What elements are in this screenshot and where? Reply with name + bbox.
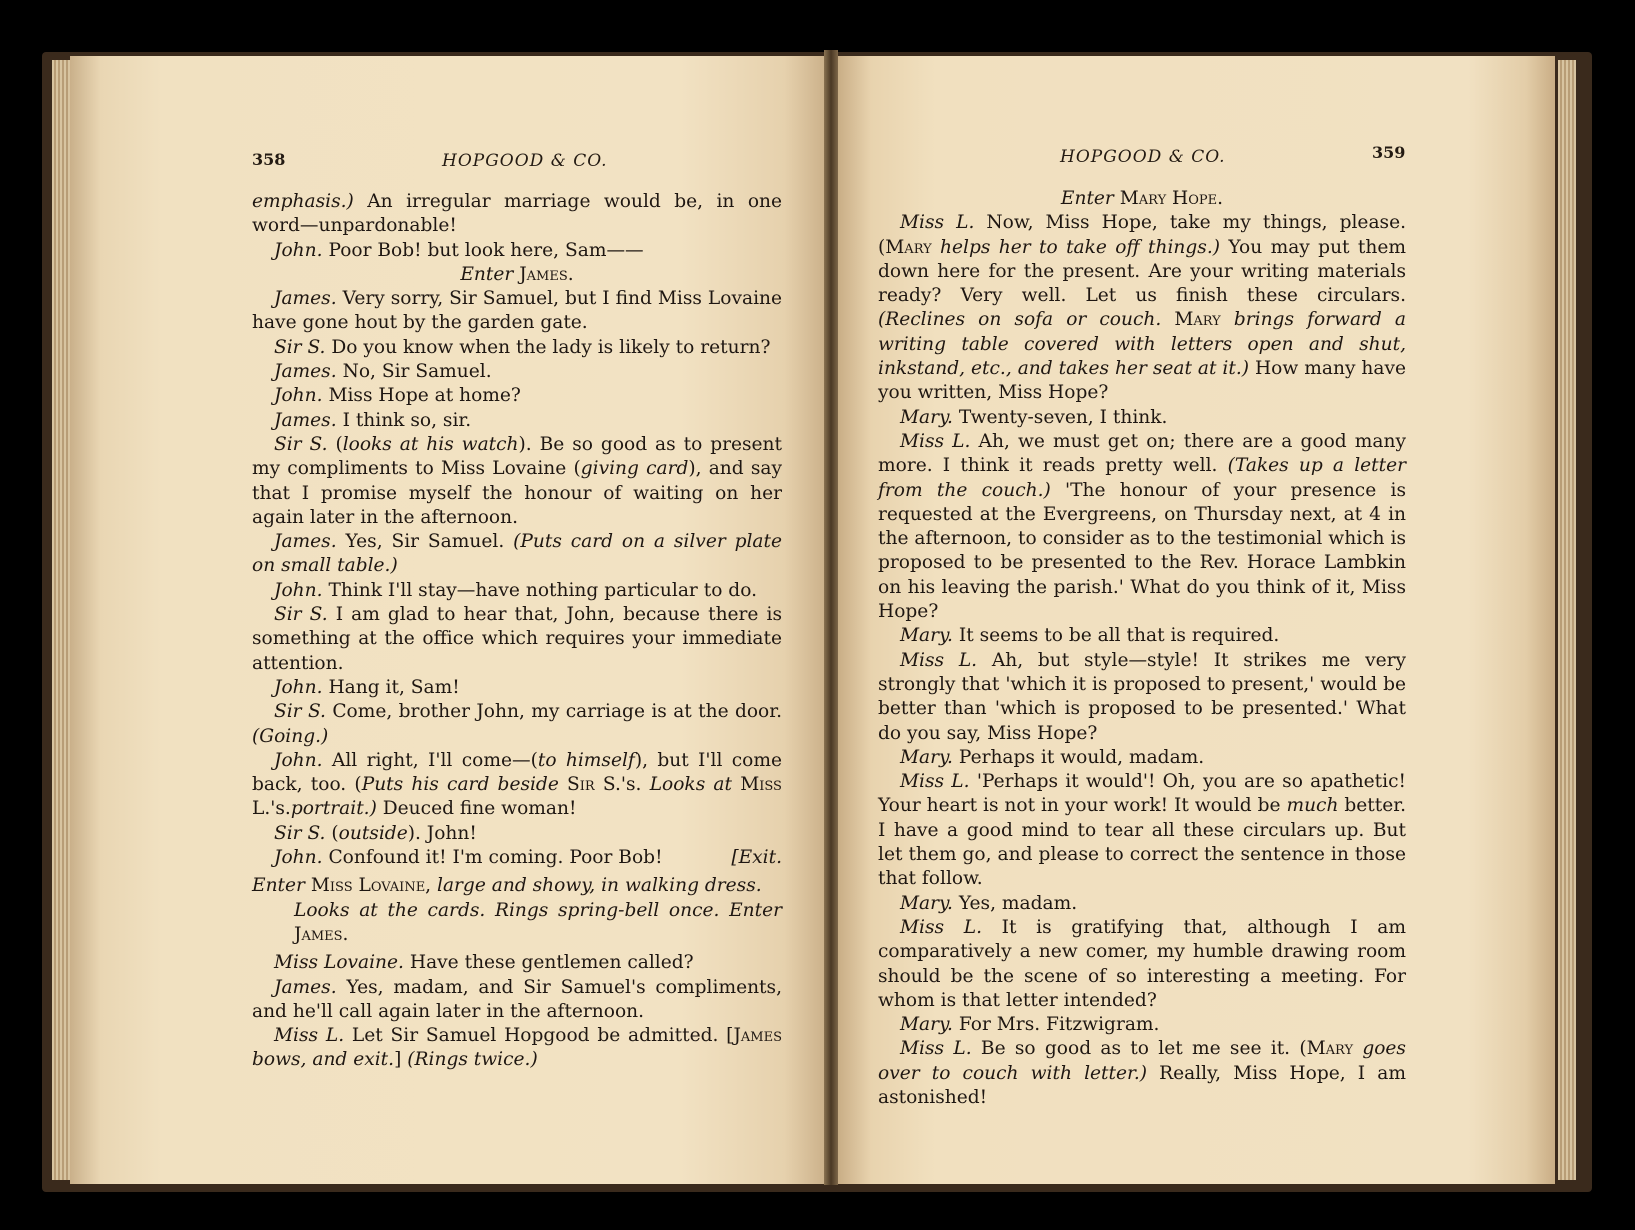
book-gutter [824, 50, 838, 1185]
left-page-text: emphasis.) An irregular marriage would be, in one word—unpardonable! John. Poor Bob! but look here, Sam—— Enter James. James. Very sorry, Sir Samuel, but I find Miss Lovaine have gone hout by the garden gate. Sir S. Do you know when the lady is likely to return? James. No, Sir Samuel. John. Miss Hope at home? James. I think so, sir. Sir S. (looks at his watch). Be so good as to present my compliments to Miss Lovaine (giving card), and say that I promise myself the honour of waiting on her again later in the afternoon. James. Yes, Sir Samuel. (Puts card on a silver plate on small table.) John. Think I'll stay—have nothing particular to do. Sir S. I am glad to hear that, John, because there is something at the office which requires your immediate attention. John. Hang it, Sam! Sir S. Come, brother John, my carriage is at the door. (Going.) John. All right, I'll come—(to himself), but I'll come back, too. (Puts his card beside Sir S.'s. Looks at Miss L.'s.portrait.) Deuced fine woman! Sir S. (outside). John! John. Confound it! I'm coming. Poor Bob! [Exit. Enter Miss Lovaine, large and showy, in walking dress. Looks at the cards. Rings spring-bell once. Enter James. Miss Lovaine. Have these gentlemen called? James. Yes, madam, and Sir Samuel's compliments, and he'll call again later in the afternoon. Miss L. Let Sir Samuel Hopgood be admitted. [James bows, and exit.] (Rings twice.) [252, 191, 783, 1071]
left-page-number: 358 [252, 150, 286, 169]
right-running-head: HOPGOOD & CO. [1060, 147, 1226, 167]
right-page-edges [1558, 60, 1576, 1180]
left-running-head: HOPGOOD & CO. [442, 151, 608, 171]
right-page-number: 359 [1372, 143, 1406, 162]
left-page-edges [52, 60, 70, 1180]
right-page-text: Enter Mary Hope. Miss L. Now, Miss Hope, take my things, please. (Mary helps her to take off things.) You may put them down here for the present. Are your writing materials ready? Very well. Let us finish these circulars. (Reclines on sofa or couch. Mary brings forward a writing table covered with letters open and shut, inkstand, etc., and takes her seat at it.) How many have you written, Miss Hope? Mary. Twenty-seven, I think. Miss L. Ah, we must get on; there are a good many more. I think it reads pretty well. (Takes up a letter from the couch.) 'The honour of your presence is requested at the Evergreens, on Thursday next, at 4 in the afternoon, to consider as to the testimonial which is proposed to be presented to the Rev. Horace Lambkin on his leaving the parish.' What do you think of it, Miss Hope? Mary. It seems to be all that is required. Miss L. Ah, but style—style! It strikes me very strongly that 'which it is proposed to present,' would be better than 'which is proposed to be presented.' What do you say, Miss Hope? Mary. Perhaps it would, madam. Miss L. 'Perhaps it would'! Oh, you are so apathetic! Your heart is not in your work! It would be much better. I have a good mind to tear all these circulars up. But let them go, and please to correct the sentence in those that follow. Mary. Yes, madam. Miss L. It is gratifying that, although I am comparatively a new comer, my humble drawing room should be the scene of so interesting a meeting. For whom is that letter intended? Mary. For Mrs. Fitzwigram. Miss L. Be so good as to let me see it. (Mary goes over to couch with letter.) Really, Miss Hope, I am astonished! [878, 188, 1406, 1108]
